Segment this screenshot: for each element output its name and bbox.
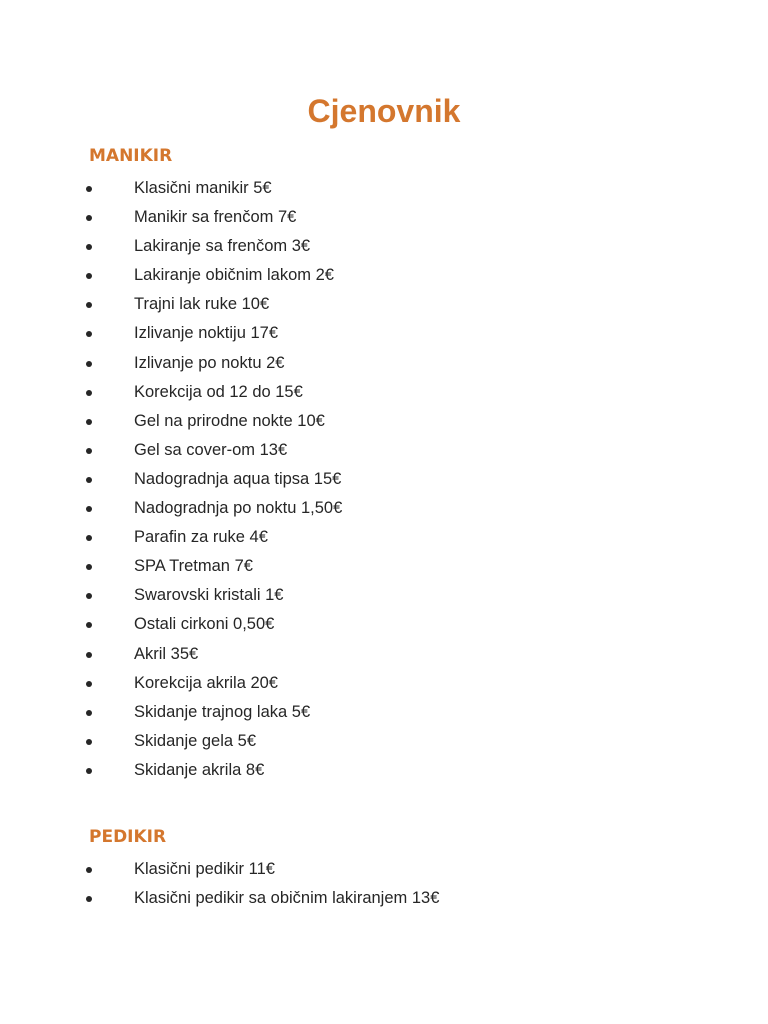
list-item-text: Klasični pedikir 11€	[134, 860, 275, 878]
bullet-icon	[86, 896, 92, 902]
list-item-text: Klasični manikir 5€	[134, 179, 272, 197]
list-item-text: Lakiranje običnim lakom 2€	[134, 266, 334, 285]
bullet-icon	[86, 244, 92, 250]
list-item-text: Akril 35€	[134, 644, 199, 663]
list-item-text: Korekcija od 12 do 15€	[134, 382, 303, 401]
bullet-icon	[86, 652, 92, 658]
bullet-icon	[86, 506, 92, 512]
bullet-icon	[86, 361, 92, 367]
list-item-text: Lakiranje sa frenčom 3€	[134, 237, 311, 256]
list-item-text: Korekcija akrila 20€	[134, 673, 278, 692]
list-item-text: SPA Tretman 7€	[134, 557, 253, 576]
list-item-text: Izlivanje noktiju 17€	[134, 324, 279, 343]
bullet-icon	[86, 477, 92, 483]
list-item-text: Klasični pedikir sa običnim lakiranjem 13€	[134, 889, 440, 908]
bullet-icon	[86, 593, 92, 599]
section-heading-pedikir: PEDIKIR	[89, 827, 167, 847]
bullet-icon	[86, 215, 92, 221]
list-item-text: Swarovski kristali 1€	[134, 586, 284, 605]
list-item-text: Nadogradnja aqua tipsa 15€	[134, 469, 342, 488]
page-title: Cjenovnik	[307, 93, 461, 129]
list-item-text: Nadogradnja po noktu 1,50€	[134, 499, 343, 518]
list-item-text: Izlivanje po noktu 2€	[134, 353, 285, 372]
bullet-icon	[86, 768, 92, 774]
list-item-text: Skidanje gela 5€	[134, 731, 257, 750]
bullet-icon	[86, 710, 92, 716]
list-item-text: Ostali cirkoni 0,50€	[134, 615, 275, 634]
list-item-text: Manikir sa frenčom 7€	[134, 208, 297, 227]
bullet-icon	[86, 739, 92, 745]
list-item-text: Trajni lak ruke 10€	[134, 295, 270, 314]
bullet-icon	[86, 867, 92, 873]
bullet-icon	[86, 448, 92, 454]
bullet-icon	[86, 331, 92, 337]
bullet-icon	[86, 681, 92, 687]
bullet-icon	[86, 302, 92, 308]
list-item-text: Skidanje trajnog laka 5€	[134, 702, 311, 721]
bullet-icon	[86, 390, 92, 396]
bullet-icon	[86, 564, 92, 570]
section-heading-manikir: MANIKIR	[89, 146, 173, 166]
list-item-text: Gel sa cover-om 13€	[134, 440, 288, 459]
bullet-icon	[86, 535, 92, 541]
list-item-text: Parafin za ruke 4€	[134, 528, 268, 547]
list-item-text: Gel na prirodne nokte 10€	[134, 411, 325, 430]
bullet-icon	[86, 419, 92, 425]
bullet-icon	[86, 273, 92, 279]
list-item-text: Skidanje akrila 8€	[134, 760, 265, 779]
bullet-icon	[86, 186, 92, 192]
bullet-icon	[86, 622, 92, 628]
